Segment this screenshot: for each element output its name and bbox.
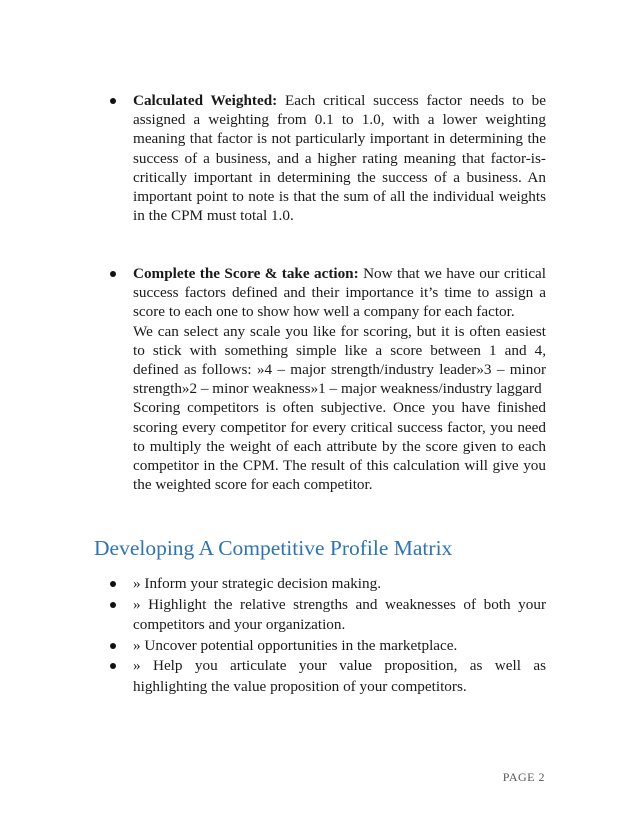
item-paragraph: Scoring competitors is often subjective. Once you have finished scoring every competitor for every critical success factor, you need to multiply the weight of each attribute by the score given to each competitor in the CPM. The result of this calculation will give you the weighted score for each competitor. [133, 399, 546, 494]
list-item [106, 91, 546, 225]
list-item [106, 656, 546, 697]
bullet-icon [110, 581, 116, 587]
bullet-list-score [106, 264, 546, 494]
item-text: » Help you articulate your value proposition, as well as highlighting the value proposition of your competitors. [133, 657, 546, 695]
list-item [106, 264, 546, 494]
bullet-icon [110, 98, 116, 104]
bullet-list-cpm-benefits [106, 574, 546, 697]
item-text: » Highlight the relative strengths and weaknesses of both your competitors and your organization. [133, 595, 546, 633]
item-text: » Inform your strategic decision making. [133, 575, 381, 592]
list-item [106, 595, 546, 636]
bullet-icon [110, 271, 116, 277]
bullet-icon [110, 602, 116, 608]
bullet-list-weighting [106, 91, 546, 225]
item-text: Now that we have our critical success factors defined and their importance it’s time to assign a score to each one to show how well a company for each factor. [133, 265, 547, 321]
page-number: PAGE 2 [502, 770, 545, 784]
list-item [106, 636, 546, 657]
item-text: » Uncover potential opportunities in the marketplace. [133, 636, 458, 654]
list-item [106, 574, 546, 595]
bullet-icon [110, 643, 116, 649]
item-label: Complete the Score & take action: [133, 265, 359, 282]
section-heading: Developing A Competitive Profile Matrix [94, 536, 453, 560]
item-paragraph: We can select any scale you like for scoring, but it is often easiest to stick with something simple like a score between 1 and 4, defined as follows: »4 – major strength/industry leader»3 – minor strength»2 – minor weakness»1 – major weakness/industry laggard [133, 322, 546, 398]
bullet-icon [110, 663, 116, 669]
item-text: Each critical success factor needs to be assigned a weighting from 0.1 to 1.0, with a lower weighting meaning that factor is not particularly important in determining the success of a business, and a higher rating meaning that factor-is-critically important in determining the success of a business. An important point to note is that the sum of all the individual weights in the CPM must total 1.0. [133, 92, 547, 225]
item-label: Calculated Weighted: [133, 92, 278, 109]
